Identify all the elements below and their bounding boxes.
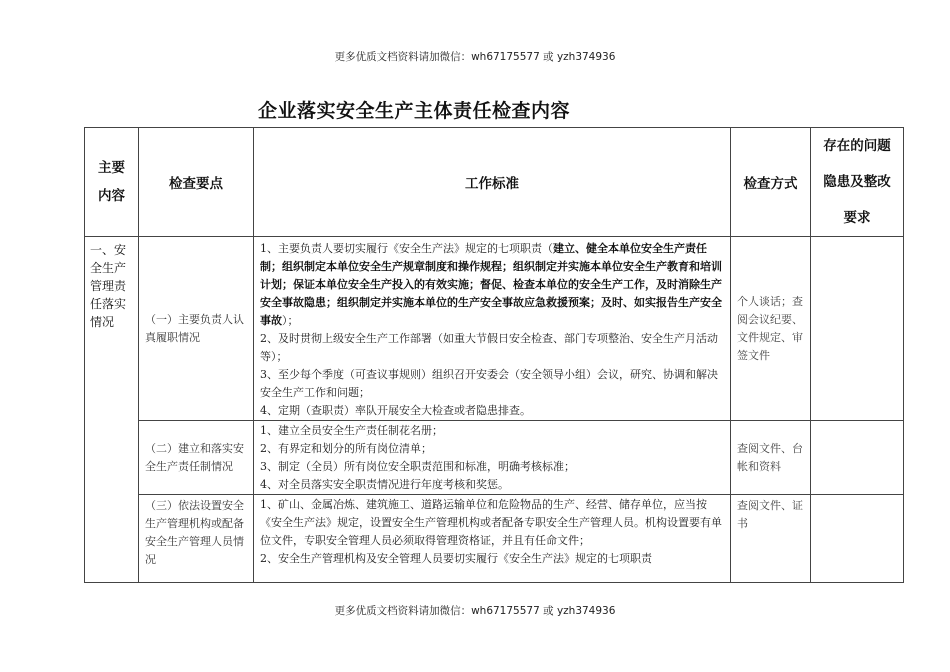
footer-note: 更多优质文档资料请加微信：wh67175577 或 yzh374936 bbox=[334, 605, 616, 617]
table-header-row bbox=[85, 128, 904, 237]
check-point-text: （三）依法设置安全生产管理机构或配备安全生产管理人员情况 bbox=[145, 499, 244, 566]
method-text: 查阅文件、证书 bbox=[737, 499, 803, 530]
table-row bbox=[85, 421, 904, 495]
check-point-cell bbox=[139, 237, 254, 421]
standard-item: 1、建立全员安全生产责任制花名册； bbox=[260, 424, 443, 437]
method-cell bbox=[731, 421, 811, 495]
header-main-content: 主要内容 bbox=[85, 128, 139, 237]
standard-item: 4、定期（查职责）率队开展安全大检查或者隐患排查。 bbox=[260, 404, 531, 417]
method-cell bbox=[731, 237, 811, 421]
standard-item: 2、安全生产管理机构及安全管理人员要切实履行《安全生产法》规定的七项职责 bbox=[260, 552, 652, 565]
table-row bbox=[85, 495, 904, 583]
standard-item: 4、对全员落实安全职责情况进行年度考核和奖惩。 bbox=[260, 478, 509, 491]
header-standard: 工作标准 bbox=[254, 128, 731, 237]
document-title: 企业落实安全生产主体责任检查内容 bbox=[258, 100, 571, 122]
header-issues: 存在的问题隐患及整改要求 bbox=[811, 128, 904, 237]
header-note: 更多优质文档资料请加微信：wh67175577 或 yzh374936 bbox=[334, 51, 616, 63]
standard-item: 3、至少每个季度（可查议事规则）组织召开安委会（安全领导小组）会议，研究、协调和解决安全生产工作和问题； bbox=[260, 368, 718, 399]
method-cell bbox=[731, 495, 811, 583]
standard-item: 3、制定（全员）所有岗位安全职责范围和标准，明确考核标准； bbox=[260, 460, 575, 473]
standard-item: 2、有界定和划分的所有岗位清单； bbox=[260, 442, 432, 455]
inspection-table bbox=[84, 127, 904, 583]
check-point-cell bbox=[139, 495, 254, 583]
standard-item: 1、矿山、金属冶炼、建筑施工、道路运输单位和危险物品的生产、经营、储存单位，应当按《安全生产法》规定，设置安全生产管理机构或者配备专职安全生产管理人员。机构设置要有单位文件，专职安全管理人员必须取得管理资格证，并且有任命文件； bbox=[260, 498, 722, 547]
section-title: 一、安全生产管理责任落实情况 bbox=[90, 243, 127, 329]
issue-cell bbox=[811, 495, 904, 583]
header-check-points: 检查要点 bbox=[139, 128, 254, 237]
check-point-text: （二）建立和落实安全生产责任制情况 bbox=[145, 441, 244, 473]
header-method: 检查方式 bbox=[731, 128, 811, 237]
standard-cell bbox=[254, 495, 731, 583]
standard-item: 2、及时贯彻上级安全生产工作部署（如重大节假日安全检查、部门专项整治、安全生产月活动等）； bbox=[260, 332, 718, 363]
issue-cell bbox=[811, 237, 904, 421]
method-text: 查阅文件、台帐和资料 bbox=[737, 441, 803, 473]
table-row bbox=[85, 237, 904, 421]
standard-cell bbox=[254, 421, 731, 495]
standard-item: 1、主要负责人要切实履行《安全生产法》规定的七项职责（建立、健全本单位安全生产责任制；组织制定本单位安全生产规章制度和操作规程；组织制定并实施本单位安全生产教育和培训计划；保证本单位安全生产投入的有效实施；督促、检查本单位的安全生产工作，及时消除生产安全事故隐患；组织制定并实施本单位的生产安全事故应急救援预案；及时、如实报告生产安全事故）； bbox=[260, 242, 722, 327]
check-point-cell bbox=[139, 421, 254, 495]
section-title-cell bbox=[85, 237, 139, 583]
standard-cell bbox=[254, 237, 731, 421]
method-text: 个人谈话；查阅会议纪要、文件规定、审签文件 bbox=[737, 294, 803, 362]
issue-cell bbox=[811, 421, 904, 495]
check-point-text: （一）主要负责人认真履职情况 bbox=[145, 312, 244, 344]
